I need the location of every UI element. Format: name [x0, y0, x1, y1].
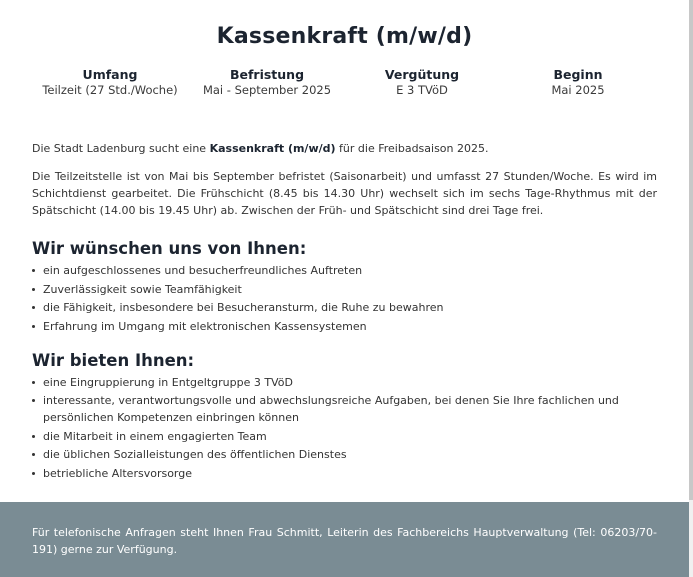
intro-paragraph: [32, 140, 657, 157]
description-paragraph: Die Teilzeitstelle ist von Mai bis September befristet (Saisonarbeit) und umfasst 27 Stunden/Woche. Es wird im Schichtdienst gearbeitet. Die Frühschicht (8.45 bis 14.30 Uhr) wechselt sich im sechs Tage-Rhythmus mit der Spätschicht (14.00 bis 19.45 Uhr) ab. Zwischen der Früh- und Spätschicht sind drei Tage frei.: [32, 170, 657, 217]
list-item: Zuverlässigkeit sowie Teamfähigkeit: [32, 281, 657, 298]
list-item: die Fähigkeit, insbesondere bei Besucheransturm, die Ruhe zu bewahren: [32, 299, 657, 316]
list-item: betriebliche Altersvorsorge: [32, 465, 657, 482]
list-item: interessante, verantwortungsvolle und abwechslungsreiche Aufgaben, bei denen Sie Ihre fachlichen und persönlichen Kompetenzen einbringen können: [32, 392, 657, 426]
job-description: [32, 140, 657, 483]
intro-highlight: Kassenkraft (m/w/d): [209, 142, 336, 155]
fact-beginn: [493, 66, 663, 98]
fact-value: E 3 TVöD: [396, 83, 448, 97]
fact-label: Umfang: [82, 67, 138, 82]
offer-list: [32, 374, 657, 482]
fact-befristung: [182, 66, 352, 98]
list-item: ein aufgeschlossenes und besucherfreundliches Auftreten: [32, 262, 657, 279]
list-item: eine Eingruppierung in Entgeltgruppe 3 TVöD: [32, 374, 657, 391]
contact-text: Für telefonische Anfragen steht Ihnen Frau Schmitt, Leiterin des Fachbereichs Hauptverwaltung (Tel: 06203/70-191) gerne zur Verfügung.: [32, 526, 657, 556]
requirements-list: [32, 262, 657, 335]
fact-label: Vergütung: [384, 67, 460, 82]
requirements-heading: Wir wünschen uns von Ihnen:: [32, 239, 307, 258]
list-item: Erfahrung im Umgang mit elektronischen Kassensystemen: [32, 318, 657, 335]
contact-footer: [0, 502, 693, 577]
scrollbar-thumb[interactable]: [689, 0, 693, 500]
scrollbar[interactable]: [689, 0, 693, 577]
intro-text: Die Stadt Ladenburg sucht eine: [32, 142, 210, 155]
fact-value: Mai - September 2025: [202, 83, 332, 97]
offer-heading: Wir bieten Ihnen:: [32, 350, 195, 370]
fact-label: Befristung: [229, 67, 305, 82]
fact-value: Teilzeit (27 Std./Woche): [42, 83, 178, 97]
fact-value: Mai 2025: [551, 83, 605, 97]
page-title: Kassenkraft (m/w/d): [216, 24, 473, 49]
key-facts: [0, 66, 689, 106]
intro-text-end: für die Freibadsaison 2025.: [335, 142, 489, 155]
list-item: die Mitarbeit in einem engagierten Team: [32, 428, 657, 445]
fact-umfang: [25, 66, 195, 98]
fact-verguetung: [337, 66, 507, 98]
fact-label: Beginn: [553, 67, 603, 82]
list-item: die üblichen Sozialleistungen des öffentlichen Dienstes: [32, 446, 657, 463]
